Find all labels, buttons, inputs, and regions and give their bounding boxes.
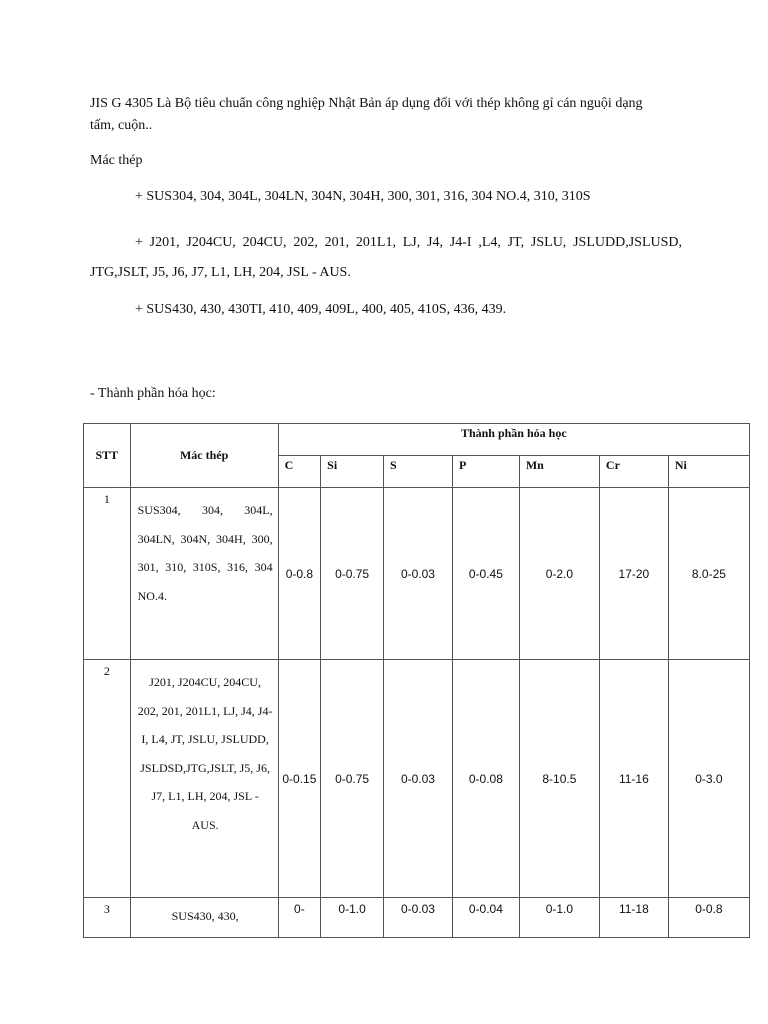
- row-grade: SUS430, 430,: [130, 898, 278, 938]
- cell-p: 0-0.04: [452, 898, 519, 938]
- cell-s: 0-0.03: [384, 660, 453, 898]
- header-element-si: Si: [321, 456, 384, 488]
- row-stt: 2: [84, 660, 131, 898]
- cell-si: 0-0.75: [321, 488, 384, 660]
- grade-list-austenitic-300: + SUS304, 304, 304L, 304LN, 304N, 304H, 300, 301, 316, 304 NO.4, 310, 310S: [135, 189, 591, 204]
- table-row: [84, 898, 750, 938]
- chemical-composition-heading: - Thành phần hóa học:: [90, 386, 216, 401]
- cell-p: 0-0.08: [452, 660, 519, 898]
- header-element-s: S: [384, 456, 453, 488]
- grade-heading: Mác thép: [90, 153, 143, 168]
- header-element-ni: Ni: [668, 456, 749, 488]
- row-stt: 3: [84, 898, 131, 938]
- cell-p: 0-0.45: [452, 488, 519, 660]
- header-element-mn: Mn: [519, 456, 599, 488]
- cell-cr: 11-16: [599, 660, 668, 898]
- cell-si: 0-1.0: [321, 898, 384, 938]
- grade-list-austenitic-200-text: + J201, J204CU, 204CU, 202, 201, 201L1, LJ, J4, J4-I ,L4, JT, JSLU, JSLUDD,JSLUSD, JTG,JSLT, J5, J6, J7, L1, LH, 204, JSL - AUS.: [90, 235, 682, 280]
- chemical-composition-table: [83, 423, 750, 938]
- cell-cr: 17-20: [599, 488, 668, 660]
- row-grade: J201, J204CU, 204CU, 202, 201, 201L1, LJ, J4, J4-I, L4, JT, JSLU, JSLUDD, JSLDSD,JTG,JSLT, J5, J6, J7, L1, LH, 204, JSL - AUS.: [130, 660, 278, 898]
- grade-list-ferritic: + SUS430, 430, 430TI, 410, 409, 409L, 400, 405, 410S, 436, 439.: [135, 302, 507, 317]
- cell-cr: 11-18: [599, 898, 668, 938]
- grade-list-austenitic-200: [90, 228, 682, 288]
- cell-mn: 8-10.5: [519, 660, 599, 898]
- cell-s: 0-0.03: [384, 898, 453, 938]
- header-element-p: P: [452, 456, 519, 488]
- table-row: [84, 488, 750, 660]
- cell-s: 0-0.03: [384, 488, 453, 660]
- row-grade: SUS304, 304, 304L, 304LN, 304N, 304H, 300, 301, 310, 310S, 316, 304 NO.4.: [130, 488, 278, 660]
- cell-ni: 0-3.0: [668, 660, 749, 898]
- table-header-row: [84, 424, 750, 456]
- cell-c: 0-0.15: [278, 660, 321, 898]
- header-element-cr: Cr: [599, 456, 668, 488]
- cell-ni: 0-0.8: [668, 898, 749, 938]
- cell-c: 0-: [278, 898, 321, 938]
- intro-paragraph: JIS G 4305 Là Bộ tiêu chuẩn công nghiệp Nhật Bản áp dụng đối với thép không gỉ cán nguội dạng tấm, cuộn..: [90, 96, 643, 133]
- header-element-c: C: [278, 456, 321, 488]
- cell-si: 0-0.75: [321, 660, 384, 898]
- header-chemical-composition: Thành phần hóa học: [278, 424, 749, 456]
- cell-mn: 0-1.0: [519, 898, 599, 938]
- cell-c: 0-0.8: [278, 488, 321, 660]
- cell-ni: 8.0-25: [668, 488, 749, 660]
- header-grade: Mác thép: [130, 424, 278, 488]
- cell-mn: 0-2.0: [519, 488, 599, 660]
- table-row: [84, 660, 750, 898]
- row-stt: 1: [84, 488, 131, 660]
- header-stt: STT: [84, 424, 131, 488]
